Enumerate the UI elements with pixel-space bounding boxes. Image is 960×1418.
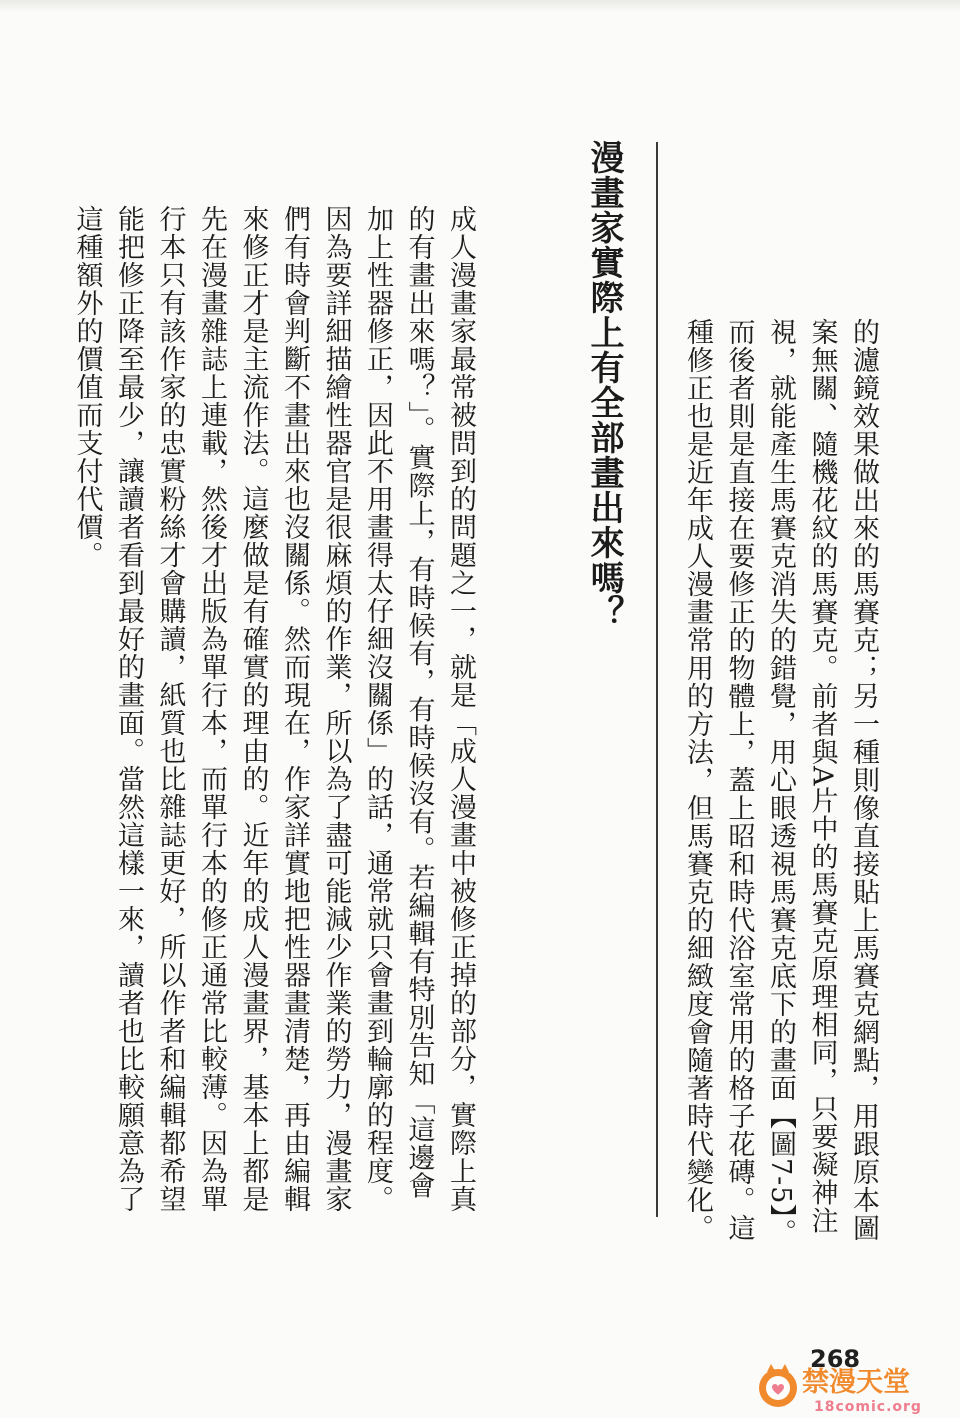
body-text-column-right: 的濾鏡效果做出來的馬賽克；另一種則像直接貼上馬賽克網點，用跟原本圖案無關、隨機花紋的馬賽克。前者與A片中的馬賽克原理相同，只要凝神注視，就能產生馬賽克消失的錯覺，用心眼透視馬賽克底下的畫面【圖7-5】。而後者則是直接在要修正的物體上，蓋上昭和時代浴室常用的格子花磚。這種修正也是近年成人漫畫常用的方法，但馬賽克的細緻度會隨著時代變化。	[682, 318, 879, 1247]
page-number: 268	[810, 1345, 861, 1373]
watermark-url-text: 18comic.org	[814, 1399, 922, 1414]
mascot-icon	[759, 1364, 797, 1407]
section-divider-line	[656, 142, 658, 1217]
watermark-logo-text: 禁漫天堂	[802, 1367, 910, 1398]
paragraph-1: 成人漫畫家最常被問到的問題之一，就是「成人漫畫中被修正掉的部分，實際上真的有畫出來嗎？」。實際上，有時候有，有時候沒有。若編輯有特別告知「這邊會加上性器修正，因此不用畫得太仔細沒關係」的話，通常就只會畫到輪廓的程度。因為要詳細描繪性器官是很麻煩的作業，所以為了盡可能減少作業的勞力，漫畫家們有時會判斷不畫出來也沒關係。然而現在，作家詳實地把性器畫清楚，再由編輯來修正才是主流作法。這麼做是有確實的理由的。近年的成人漫畫界，基本上都是先在漫畫雜誌上連載，然後才出版為單行本，而單行本的修正通常比較薄。因為單行本只有該作家的忠實粉絲才會購讀，紙質也比雜誌更好，所以作者和編輯都希望能把修正降至最少，讓讀者看到最好的畫面。當然這樣一來，讀者也比較願意為了這種額外的價值而支付代價。	[71, 205, 476, 1213]
body-text-column-left	[71, 178, 564, 1218]
watermark-logo	[752, 1358, 952, 1414]
section-heading: 漫畫家實際上有全部畫出來嗎？	[584, 140, 624, 630]
page-top-edge	[0, 0, 960, 12]
